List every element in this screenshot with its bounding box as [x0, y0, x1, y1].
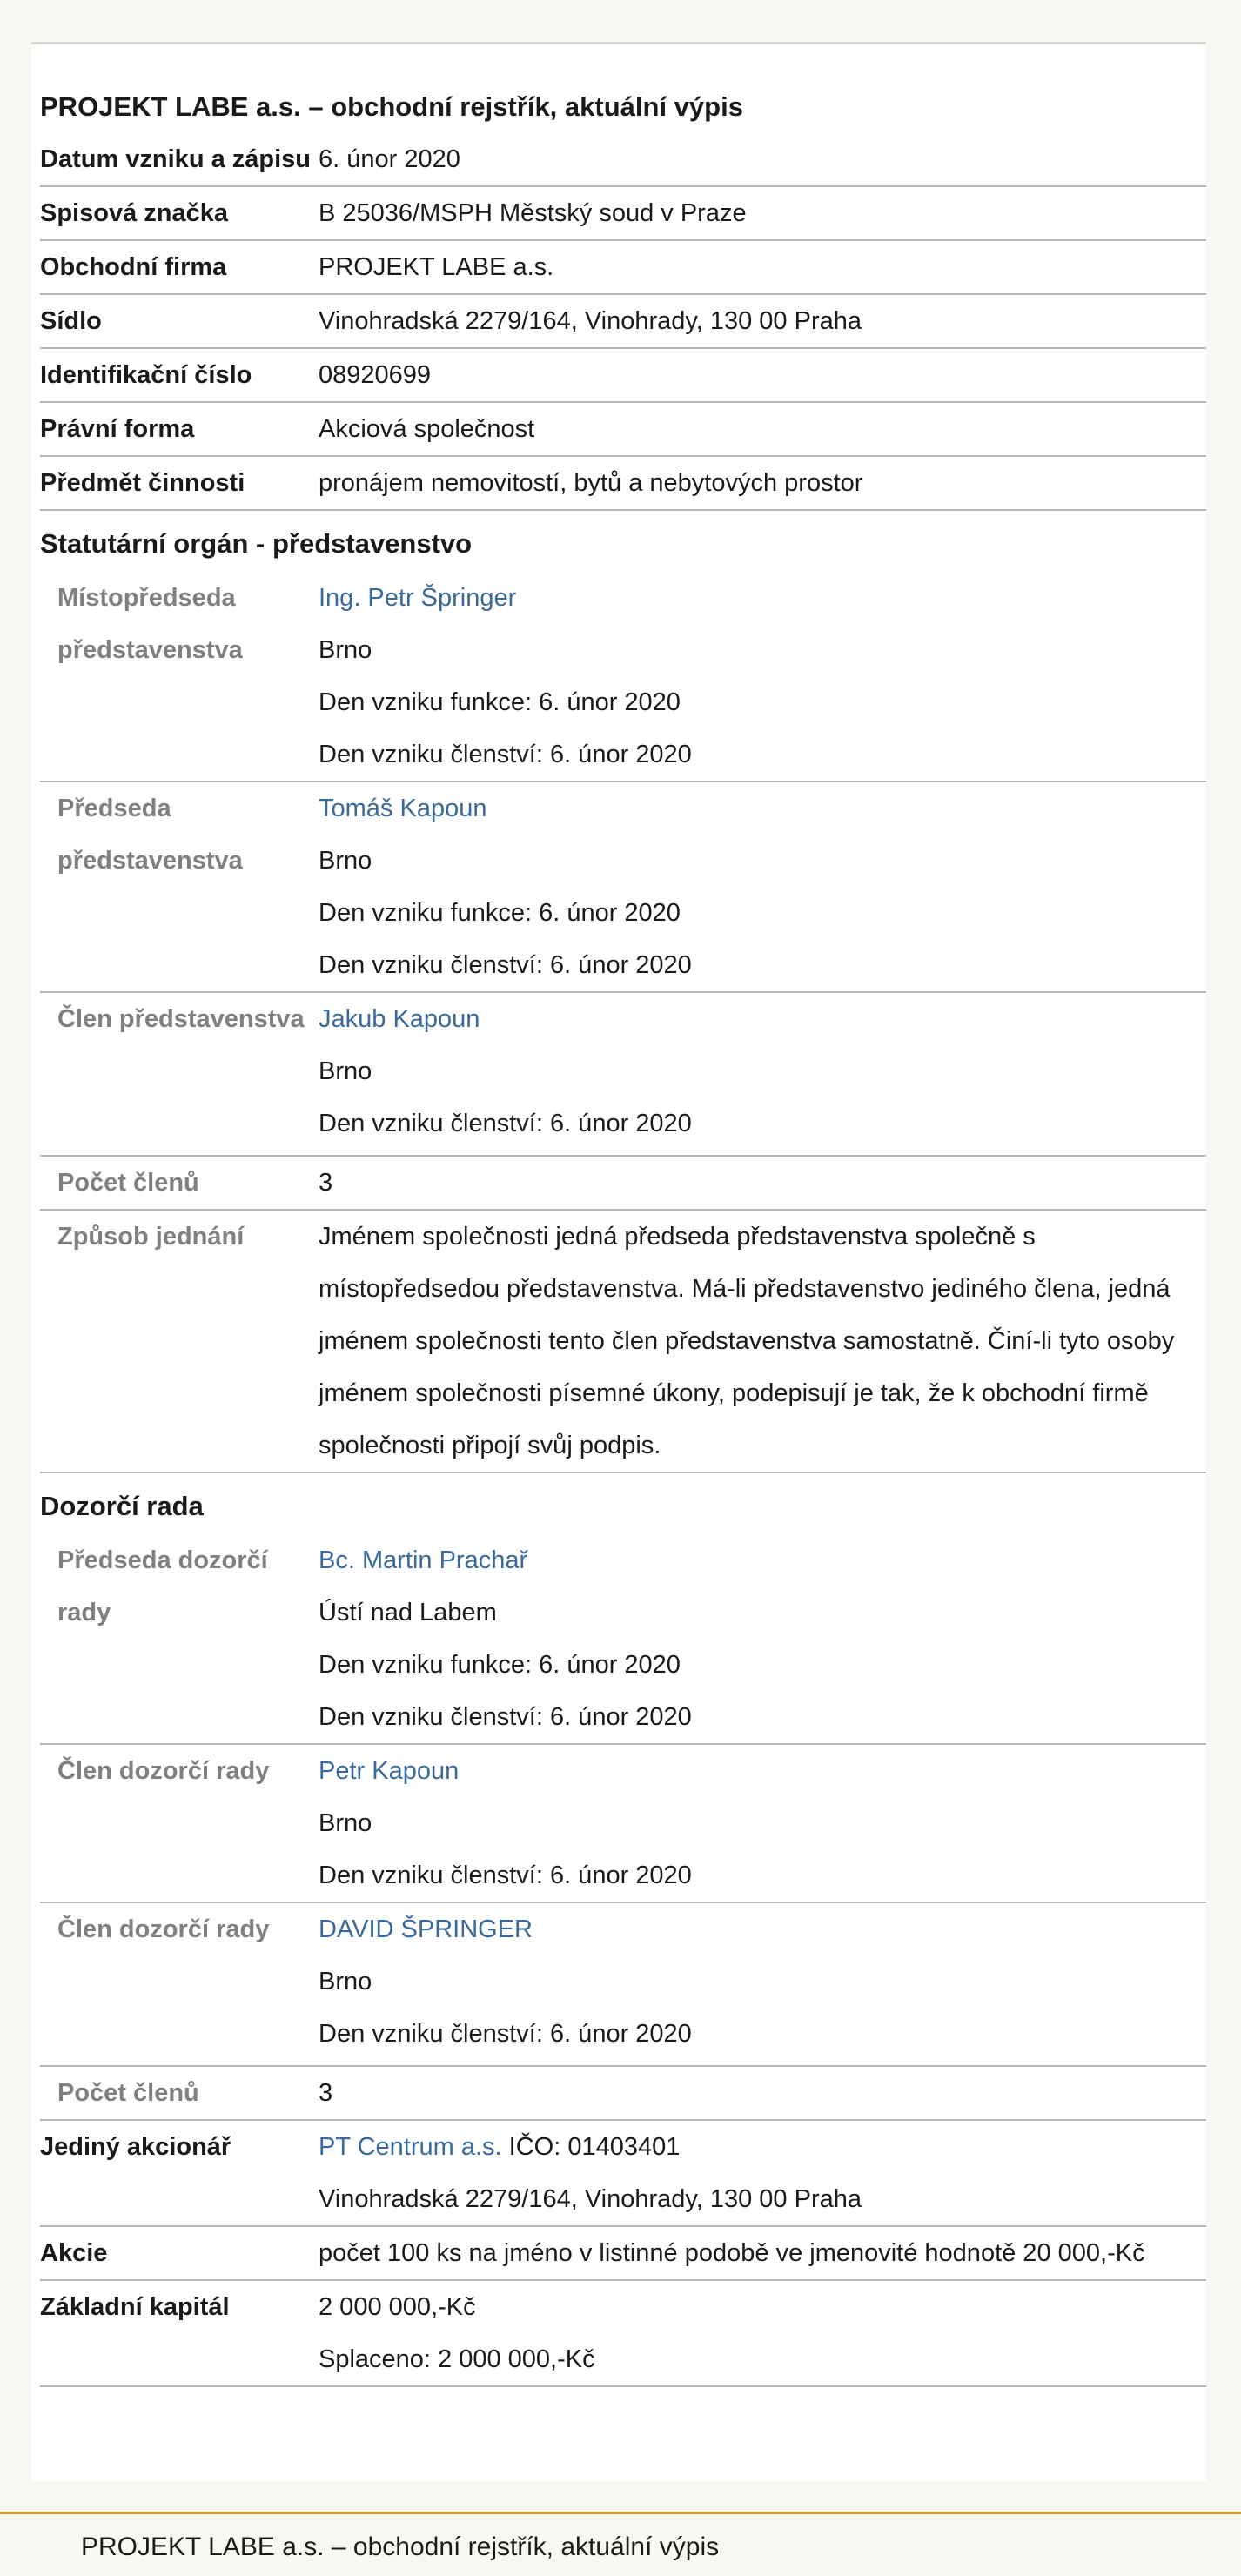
shareholder-address: Vinohradská 2279/164, Vinohrady, 130 00 Praha — [319, 2185, 862, 2213]
member-name-link[interactable]: Tomáš Kapoun — [319, 795, 487, 822]
value-obchodni-firma: PROJEKT LABE a.s. — [319, 253, 554, 281]
footer-title: PROJEKT LABE a.s. – obchodní rejstřík, aktuální výpis — [81, 2532, 720, 2561]
row-jediny-akcionar — [40, 2121, 1206, 2227]
value-splaceno: Splaceno: 2 000 000,-Kč — [319, 2345, 595, 2373]
row-spisova-znacka — [40, 187, 1206, 241]
row-pravni-forma — [40, 403, 1206, 457]
value-akcie: počet 100 ks na jméno v listinné podobě ve jmenovité hodnotě 20 000,-Kč — [319, 2239, 1145, 2267]
value-datum-vzniku: 6. únor 2020 — [319, 145, 460, 173]
value-spisova-znacka: B 25036/MSPH Městský soud v Praze — [319, 199, 747, 227]
member-role: Předseda představenstva — [57, 795, 243, 875]
member-city: Brno — [319, 636, 372, 664]
value-predmet-cinnosti: pronájem nemovitostí, bytů a nebytových prostor — [319, 469, 863, 497]
member-role: Předseda dozorčí rady — [57, 1546, 268, 1627]
value-pravni-forma: Akciová společnost — [319, 415, 535, 443]
label-predmet-cinnosti: Předmět činnosti — [40, 469, 245, 497]
member-role: Člen dozorčí rady — [57, 1757, 270, 1785]
label-datum-vzniku: Datum vzniku a zápisu — [40, 145, 312, 173]
shareholder-ico: IČO: 01403401 — [501, 2133, 681, 2161]
member-name-link[interactable]: Ing. Petr Špringer — [319, 584, 517, 612]
label-akcie: Akcie — [40, 2239, 108, 2267]
member-city: Brno — [319, 1057, 372, 1085]
label-pocet-clenu: Počet členů — [57, 2079, 199, 2107]
member-membership-date: Den vzniku členství: 6. únor 2020 — [319, 1862, 692, 1889]
member-role: Místopředseda představenstva — [57, 584, 243, 664]
member-role: Člen dozorčí rady — [57, 1915, 270, 1943]
member-membership-date: Den vzniku členství: 6. únor 2020 — [319, 741, 692, 768]
row-sidlo — [40, 295, 1206, 349]
row-datum-vzniku — [40, 133, 1206, 187]
label-pocet-clenu: Počet členů — [57, 1169, 199, 1197]
row-zakladni-kapital — [40, 2281, 1206, 2387]
member-role: Člen představenstva — [57, 1005, 305, 1033]
row-statutory-pocet-clenu — [40, 1157, 1206, 1211]
footer-divider — [0, 2512, 1241, 2514]
label-zpusob-jednani: Způsob jednání — [57, 1223, 245, 1251]
value-zakladni-kapital: 2 000 000,-Kč — [319, 2293, 476, 2321]
member-name-link[interactable]: Petr Kapoun — [319, 1757, 460, 1785]
row-akcie — [40, 2227, 1206, 2281]
member-membership-date: Den vzniku členství: 6. únor 2020 — [319, 2020, 692, 2048]
label-pravni-forma: Právní forma — [40, 415, 195, 443]
label-zakladni-kapital: Základní kapitál — [40, 2293, 230, 2321]
member-membership-date: Den vzniku členství: 6. únor 2020 — [319, 1703, 692, 1731]
member-membership-date: Den vzniku členství: 6. únor 2020 — [319, 1110, 692, 1137]
supervisory-member — [40, 1534, 1206, 1745]
label-sidlo: Sídlo — [40, 307, 102, 335]
label-jediny-akcionar: Jediný akcionář — [40, 2133, 231, 2161]
section-supervisory: Dozorčí rada — [40, 1491, 204, 1521]
page-title: PROJEKT LABE a.s. – obchodní rejstřík, aktuální výpis — [40, 91, 743, 122]
value-pocet-clenu: 3 — [319, 2079, 333, 2107]
label-obchodni-firma: Obchodní firma — [40, 253, 227, 281]
value-pocet-clenu: 3 — [319, 1169, 333, 1197]
register-extract — [40, 81, 1206, 2387]
shareholder-name-link[interactable]: PT Centrum a.s. — [319, 2133, 502, 2161]
value-identifikacni-cislo: 08920699 — [319, 361, 432, 389]
section-statutory: Statutární orgán - představenstvo — [40, 528, 473, 559]
supervisory-member — [40, 1745, 1206, 1903]
member-city: Brno — [319, 847, 372, 875]
member-function-date: Den vzniku funkce: 6. únor 2020 — [319, 688, 681, 716]
row-identifikacni-cislo — [40, 349, 1206, 403]
member-city: Brno — [319, 1968, 372, 1996]
member-function-date: Den vzniku funkce: 6. únor 2020 — [319, 899, 681, 927]
member-name-link[interactable]: Bc. Martin Prachař — [319, 1546, 528, 1574]
value-sidlo: Vinohradská 2279/164, Vinohrady, 130 00 Praha — [319, 307, 862, 335]
label-identifikacni-cislo: Identifikační číslo — [40, 361, 252, 389]
member-city: Brno — [319, 1809, 372, 1837]
statutory-member — [40, 993, 1206, 1157]
register-extract-card — [31, 44, 1206, 2481]
supervisory-member — [40, 1903, 1206, 2067]
label-spisova-znacka: Spisová značka — [40, 199, 228, 227]
member-city: Ústí nad Labem — [319, 1599, 497, 1627]
row-zpusob-jednani — [40, 1211, 1206, 1473]
member-function-date: Den vzniku funkce: 6. únor 2020 — [319, 1651, 681, 1679]
member-membership-date: Den vzniku členství: 6. únor 2020 — [319, 951, 692, 979]
row-obchodni-firma — [40, 241, 1206, 295]
value-zpusob-jednani: Jménem společnosti jedná předseda představenstva společně s místopředsedou představenstva. Má-li představenstvo jediného člena, jedná jménem společnosti tento člen představenstva samostatně. Činí-li tyto osoby jménem společnosti písemné úkony, podepisují je tak, že k obchodní firmě společnosti připojí svůj podpis. — [319, 1223, 1175, 1459]
statutory-member — [40, 782, 1206, 993]
row-predmet-cinnosti — [40, 457, 1206, 511]
member-name-link[interactable]: DAVID ŠPRINGER — [319, 1915, 533, 1943]
statutory-member — [40, 572, 1206, 782]
member-name-link[interactable]: Jakub Kapoun — [319, 1005, 480, 1033]
row-supervisory-pocet-clenu — [40, 2067, 1206, 2121]
